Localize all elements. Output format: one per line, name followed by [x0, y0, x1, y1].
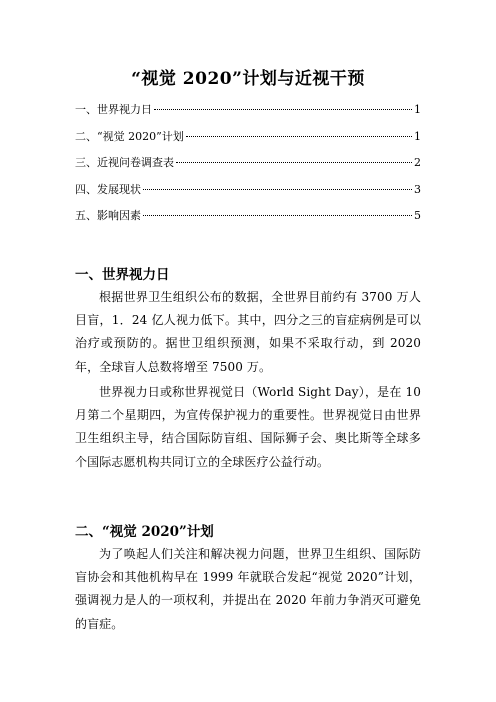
section-heading: 二、“视觉 2020”计划	[75, 524, 214, 540]
toc-entry[interactable]	[75, 128, 421, 155]
toc-entry[interactable]	[75, 101, 421, 128]
section-heading: 一、世界视力日	[75, 267, 170, 283]
toc-leader-dots	[154, 109, 412, 110]
body-paragraph: 世界视力日或称世界视觉日（World Sight Day），是在 10 月第二个星期四，为宣传保护视力的重要性。世界视觉日由世界卫生组织主导，结合国际防盲组、国际狮子会、奥比斯等全球多个国际志愿机构共同订立的全球医疗公益行动。	[75, 385, 421, 469]
toc-entry-label: 二、“视觉 2020”计划	[75, 129, 184, 143]
toc-leader-dots	[186, 136, 412, 137]
toc-leader-dots	[143, 215, 412, 216]
document-title: “视觉 2020”计划与近视干预	[131, 69, 365, 89]
toc-entry-page: 1	[414, 129, 421, 143]
toc-entry-label: 三、近视问卷调查表	[75, 156, 174, 169]
toc-entry-page: 3	[414, 182, 421, 196]
body-paragraph: 根据世界卫生组织公布的数据，全世界目前约有 3700 万人目盲，1．24 亿人视力低下。其中，四分之三的盲症病例是可以治疗或预防的。据世卫组织预测，如果不采取行动，到 2020 年，全球盲人总数将增至 7500 万。	[75, 290, 421, 374]
toc-entry-page: 2	[414, 156, 421, 169]
toc-entry-page: 5	[414, 209, 421, 222]
toc-entry[interactable]	[75, 181, 421, 208]
toc-entry-label: 四、发展现状	[75, 182, 141, 196]
toc-leader-dots	[143, 189, 412, 190]
table-of-contents	[75, 101, 421, 234]
body-paragraph: 为了唤起人们关注和解决视力问题，世界卫生组织、国际防盲协会和其他机构早在 1999 年就联合发起“视觉 2020”计划，强调视力是人的一项权利，并提出在 2020 年前力争消灭可避免的盲症。	[75, 547, 421, 631]
toc-entry-label: 一、世界视力日	[75, 103, 152, 116]
toc-leader-dots	[176, 162, 412, 163]
toc-entry[interactable]	[75, 207, 421, 234]
toc-entry-page: 1	[414, 103, 421, 116]
toc-entry-label: 五、影响因素	[75, 209, 141, 222]
toc-entry[interactable]	[75, 154, 421, 181]
